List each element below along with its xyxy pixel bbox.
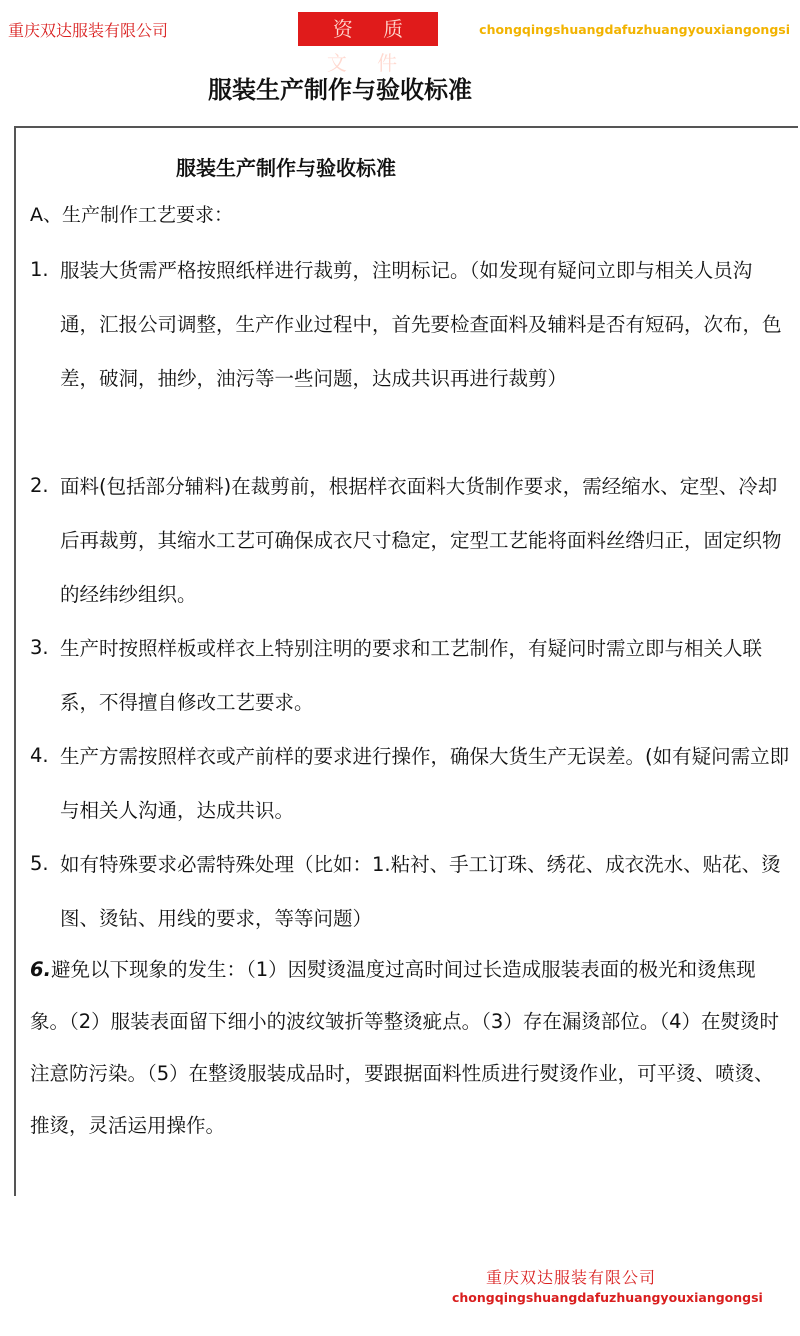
header-company-pinyin: chongqingshuangdafuzhuangyouxiangongsi	[479, 22, 790, 37]
document-header	[0, 0, 800, 75]
section-heading-a: A、生产制作工艺要求：	[30, 204, 233, 226]
item-text: 如有特殊要求必需特殊处理（比如：1.粘衬、手工订珠、绣花、成衣洗水、贴花、烫图、烫钻、用线的要求，等等问题）	[60, 853, 781, 930]
item-text: 面料(包括部分辅料)在裁剪前，根据样衣面料大货制作要求，需经缩水、定型、冷却后再裁剪，其缩水工艺可确保成衣尺寸稳定，定型工艺能将面料丝绺归正，固定织物的经纬纱组织。	[60, 475, 782, 606]
item-number: 2.	[30, 474, 49, 497]
item-number: 3.	[30, 636, 49, 659]
page-title: 服装生产制作与验收标准	[208, 76, 472, 104]
item-number: 6.	[30, 958, 51, 981]
footer-company-name: 重庆双达服装有限公司	[486, 1268, 657, 1287]
item-number: 5.	[30, 852, 49, 875]
item-number: 1.	[30, 258, 49, 281]
item-text: 生产方需按照样衣或产前样的要求进行操作，确保大货生产无误差。(如有疑问需立即与相关人沟通，达成共识。	[60, 745, 790, 822]
qualification-stamp: 资 质 文 件	[298, 12, 438, 46]
header-company-name: 重庆双达服装有限公司	[8, 21, 169, 40]
footer-company-pinyin: chongqingshuangdafuzhuangyouxiangongsi	[452, 1290, 763, 1305]
item-text: 服装大货需严格按照纸样进行裁剪，注明标记。（如发现有疑问立即与相关人员沟通，汇报公司调整，生产作业过程中，首先要检查面料及辅料是否有短码，次布，色差，破洞，抽纱，油污等一些问题，达成共识再进行裁剪）	[60, 259, 782, 390]
frame-title: 服装生产制作与验收标准	[176, 156, 396, 180]
item-number: 4.	[30, 744, 49, 767]
item-text: 生产时按照样板或样衣上特别注明的要求和工艺制作，有疑问时需立即与相关人联系，不得擅自修改工艺要求。	[60, 637, 763, 714]
item-text: 避免以下现象的发生：（1）因熨烫温度过高时间过长造成服装表面的极光和烫焦现象。（2）服装表面留下细小的波纹皱折等整烫疵点。（3）存在漏烫部位。（4）在熨烫时注意防污染。（5）在整烫服装成品时，要跟据面料性质进行熨烫作业，可平烫、喷烫、推烫，灵活运用操作。	[30, 958, 779, 1137]
list-item-6	[30, 944, 792, 1152]
